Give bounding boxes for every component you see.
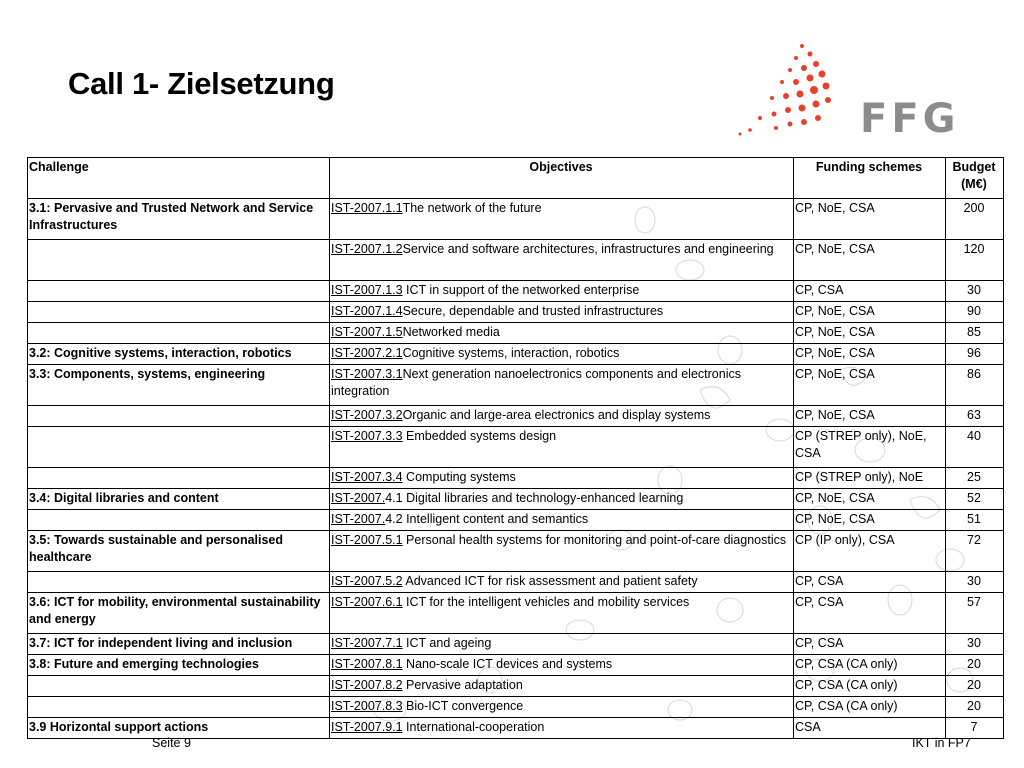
objective-cell — [330, 676, 794, 697]
budget-cell: 90 — [946, 302, 1004, 323]
objective-cell — [330, 427, 794, 468]
objective-code-link[interactable]: IST-2007.1.4 — [331, 304, 403, 318]
table-row — [28, 697, 1004, 718]
table-row — [28, 531, 1004, 572]
objective-description: Intelligent content and semantics — [402, 512, 589, 526]
objective-code-link[interactable]: IST-2007.3.1 — [331, 367, 403, 381]
objective-code-link[interactable]: IST-2007.1.5 — [331, 325, 403, 339]
objective-description: ICT for the intelligent vehicles and mobility services — [402, 595, 690, 609]
budget-cell: 25 — [946, 468, 1004, 489]
funding-scheme-cell: CP, NoE, CSA — [794, 302, 946, 323]
challenge-cell — [28, 697, 330, 718]
objective-description: Secure, dependable and trusted infrastructures — [402, 304, 664, 318]
budget-cell: 120 — [946, 240, 1004, 281]
challenge-cell — [28, 427, 330, 468]
page-number: Seite 9 — [152, 736, 191, 750]
budget-cell: 20 — [946, 676, 1004, 697]
challenge-cell — [28, 240, 330, 281]
objective-description: International-cooperation — [402, 720, 545, 734]
footer-title: IKT in FP7 — [912, 736, 971, 750]
budget-cell: 63 — [946, 406, 1004, 427]
objective-cell — [330, 531, 794, 572]
objective-code-link[interactable]: IST-2007.7.1 — [331, 636, 403, 650]
table-row — [28, 365, 1004, 406]
objective-description: Organic and large-area electronics and display systems — [402, 408, 711, 422]
objective-cell — [330, 281, 794, 302]
objective-code-link[interactable]: IST-2007.8.2 — [331, 678, 403, 692]
objective-code-link[interactable]: IST-2007.9.1 — [331, 720, 403, 734]
table-row — [28, 344, 1004, 365]
header-objectives: Objectives — [330, 158, 794, 199]
objective-cell — [330, 718, 794, 739]
objective-description: ICT and ageing — [402, 636, 492, 650]
budget-cell: 52 — [946, 489, 1004, 510]
challenge-cell — [28, 676, 330, 697]
challenge-cell: 3.4: Digital libraries and content — [28, 489, 330, 510]
objective-code-link[interactable]: IST-2007.5.1 — [331, 533, 403, 547]
objective-code-suffix: 4.1 — [385, 491, 403, 505]
funding-scheme-cell: CP (IP only), CSA — [794, 531, 946, 572]
objective-code-link[interactable]: IST-2007.2.1 — [331, 346, 403, 360]
page-title: Call 1- Zielsetzung — [68, 66, 335, 101]
table-header-row — [28, 158, 1004, 199]
budget-cell: 85 — [946, 323, 1004, 344]
objective-cell — [330, 593, 794, 634]
funding-scheme-cell: CP, NoE, CSA — [794, 510, 946, 531]
budget-cell: 7 — [946, 718, 1004, 739]
objective-code-link[interactable]: IST-2007.3.2 — [331, 408, 403, 422]
funding-scheme-cell: CSA — [794, 718, 946, 739]
table-row — [28, 199, 1004, 240]
objective-description: Cognitive systems, interaction, robotics — [402, 346, 620, 360]
objective-cell — [330, 323, 794, 344]
objective-description: ICT in support of the networked enterprise — [402, 283, 640, 297]
ffg-logo-text: FFG — [860, 96, 960, 142]
funding-scheme-cell: CP, CSA (CA only) — [794, 676, 946, 697]
objective-description: Computing systems — [402, 470, 516, 484]
objective-cell — [330, 489, 794, 510]
objective-description: Nano-scale ICT devices and systems — [402, 657, 613, 671]
header-budget: Budget (M€) — [946, 158, 1004, 199]
table-row — [28, 323, 1004, 344]
table-row — [28, 302, 1004, 323]
budget-cell: 72 — [946, 531, 1004, 572]
budget-cell: 51 — [946, 510, 1004, 531]
objective-code-link[interactable]: IST-2007. — [331, 512, 386, 526]
table-row — [28, 240, 1004, 281]
table-row — [28, 572, 1004, 593]
challenge-cell: 3.8: Future and emerging technologies — [28, 655, 330, 676]
objective-code-link[interactable]: IST-2007.3.4 — [331, 470, 403, 484]
objective-code-link[interactable]: IST-2007. — [331, 491, 386, 505]
funding-scheme-cell: CP (STREP only), NoE — [794, 468, 946, 489]
funding-scheme-cell: CP, CSA — [794, 634, 946, 655]
objective-code-suffix: 4.2 — [385, 512, 403, 526]
table-row — [28, 281, 1004, 302]
budget-cell: 96 — [946, 344, 1004, 365]
table-row — [28, 510, 1004, 531]
objective-cell — [330, 634, 794, 655]
budget-cell: 57 — [946, 593, 1004, 634]
funding-scheme-cell: CP, NoE, CSA — [794, 365, 946, 406]
objective-cell — [330, 344, 794, 365]
objective-description: Bio-ICT convergence — [402, 699, 524, 713]
objective-description: Service and software architectures, infrastructures and engineering — [402, 242, 774, 256]
objective-cell — [330, 365, 794, 406]
table-row — [28, 676, 1004, 697]
header-funding-schemes: Funding schemes — [794, 158, 946, 199]
challenge-cell — [28, 406, 330, 427]
budget-cell: 30 — [946, 281, 1004, 302]
budget-cell: 30 — [946, 572, 1004, 593]
funding-scheme-cell: CP, NoE, CSA — [794, 406, 946, 427]
objective-cell — [330, 510, 794, 531]
challenge-cell — [28, 323, 330, 344]
objective-cell — [330, 468, 794, 489]
funding-scheme-cell: CP, CSA — [794, 281, 946, 302]
challenge-cell — [28, 302, 330, 323]
challenge-cell: 3.1: Pervasive and Trusted Network and Service Infrastructures — [28, 199, 330, 240]
funding-scheme-cell: CP (STREP only), NoE, CSA — [794, 427, 946, 468]
objective-cell — [330, 697, 794, 718]
objective-code-link[interactable]: IST-2007.1.1 — [331, 201, 403, 215]
table-row — [28, 593, 1004, 634]
funding-scheme-cell: CP, NoE, CSA — [794, 240, 946, 281]
table-row — [28, 489, 1004, 510]
funding-scheme-cell: CP, CSA (CA only) — [794, 655, 946, 676]
budget-cell: 200 — [946, 199, 1004, 240]
budget-cell: 20 — [946, 655, 1004, 676]
challenge-cell — [28, 281, 330, 302]
table-row — [28, 468, 1004, 489]
objective-code-link[interactable]: IST-2007.3.3 — [331, 429, 403, 443]
objective-description: Networked media — [402, 325, 500, 339]
funding-scheme-cell: CP, CSA — [794, 593, 946, 634]
objective-code-link[interactable]: IST-2007.1.2 — [331, 242, 403, 256]
budget-cell: 30 — [946, 634, 1004, 655]
objective-code-link[interactable]: IST-2007.1.3 — [331, 283, 403, 297]
challenge-cell: 3.5: Towards sustainable and personalised healthcare — [28, 531, 330, 572]
objective-description: Embedded systems design — [402, 429, 557, 443]
challenge-cell: 3.7: ICT for independent living and inclusion — [28, 634, 330, 655]
funding-scheme-cell: CP, NoE, CSA — [794, 489, 946, 510]
challenge-cell: 3.9 Horizontal support actions — [28, 718, 330, 739]
table-row — [28, 406, 1004, 427]
budget-cell: 20 — [946, 697, 1004, 718]
table-row — [28, 655, 1004, 676]
budget-cell: 86 — [946, 365, 1004, 406]
objective-description: The network of the future — [402, 201, 542, 215]
funding-scheme-cell: CP, NoE, CSA — [794, 344, 946, 365]
challenge-cell: 3.6: ICT for mobility, environmental sustainability and energy — [28, 593, 330, 634]
objective-code-link[interactable]: IST-2007.8.3 — [331, 699, 403, 713]
budget-cell: 40 — [946, 427, 1004, 468]
table-row — [28, 427, 1004, 468]
challenge-cell: 3.3: Components, systems, engineering — [28, 365, 330, 406]
objective-cell — [330, 406, 794, 427]
objective-description: Digital libraries and technology-enhanced learning — [402, 491, 684, 505]
funding-scheme-cell: CP, CSA (CA only) — [794, 697, 946, 718]
challenge-cell — [28, 572, 330, 593]
funding-scheme-cell: CP, NoE, CSA — [794, 199, 946, 240]
objective-description: Pervasive adaptation — [402, 678, 523, 692]
objective-cell — [330, 655, 794, 676]
objective-cell — [330, 240, 794, 281]
calls-table — [27, 157, 1004, 739]
challenge-cell — [28, 510, 330, 531]
funding-scheme-cell: CP, NoE, CSA — [794, 323, 946, 344]
challenge-cell: 3.2: Cognitive systems, interaction, robotics — [28, 344, 330, 365]
challenge-cell — [28, 468, 330, 489]
objective-cell — [330, 302, 794, 323]
objective-code-link[interactable]: IST-2007.8.1 — [331, 657, 403, 671]
objective-cell — [330, 572, 794, 593]
objective-code-link[interactable]: IST-2007.5.2 — [331, 574, 403, 588]
objective-cell — [330, 199, 794, 240]
objective-description: Advanced ICT for risk assessment and patient safety — [402, 574, 698, 588]
table-row — [28, 634, 1004, 655]
header-challenge: Challenge — [28, 158, 330, 199]
funding-scheme-cell: CP, CSA — [794, 572, 946, 593]
objective-description: Personal health systems for monitoring and point-of-care diagnostics — [402, 533, 787, 547]
objective-code-link[interactable]: IST-2007.6.1 — [331, 595, 403, 609]
objective-description: Next generation nanoelectronics components and electronics integration — [331, 367, 745, 398]
